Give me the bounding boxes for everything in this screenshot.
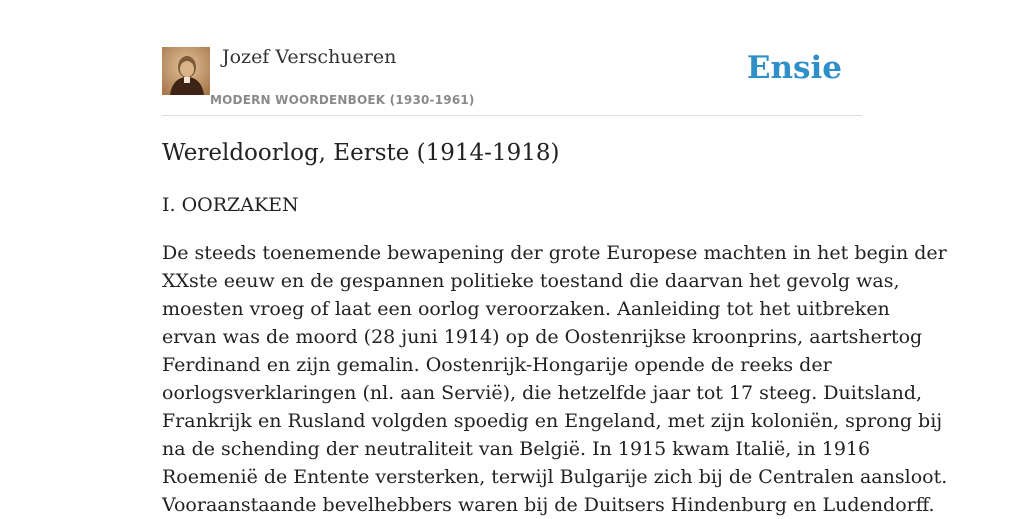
body-line: De steeds toenemende bewapening der grote Europese machten in het begin der (162, 242, 947, 264)
article-page (162, 0, 948, 516)
body-line: ervan was de moord (28 juni 1914) op de Oostenrijkse kroonprins, aartshertog (162, 326, 923, 348)
source-label[interactable]: MODERN WOORDENBOEK (1930-1961) (210, 93, 475, 107)
article-title: Wereldoorlog, Eerste (1914-1918) (162, 140, 560, 166)
author-name[interactable]: Jozef Verschueren (222, 46, 397, 68)
body-line: oorlogsverklaringen (nl. aan Servië), die hetzelfde jaar tot 17 steeg. Duitsland, (162, 382, 923, 404)
article-body (162, 239, 948, 519)
section-heading: I. OORZAKEN (162, 194, 299, 216)
body-line: XXste eeuw en de gespannen politieke toestand die daarvan het gevolg was, (162, 270, 900, 292)
brand-logo[interactable]: Ensie (746, 50, 842, 86)
body-line: Roemenië de Entente versterken, terwijl Bulgarije zich bij de Centralen aansloot. (162, 466, 948, 488)
article-header (162, 0, 862, 116)
author-portrait-icon[interactable] (162, 47, 210, 95)
body-line: Vooraanstaande bevelhebbers waren bij de Duitsers Hindenburg en Ludendorff. (162, 494, 935, 516)
body-line: Ferdinand en zijn gemalin. Oostenrijk-Hongarije opende de reeks der (162, 354, 832, 376)
body-line: Frankrijk en Rusland volgden spoedig en Engeland, met zijn koloniën, sprong bij (162, 410, 943, 432)
body-line: na de schending der neutraliteit van België. In 1915 kwam Italië, in 1916 (162, 438, 871, 460)
body-line: moesten vroeg of laat een oorlog veroorzaken. Aanleiding tot het uitbreken (162, 298, 890, 320)
